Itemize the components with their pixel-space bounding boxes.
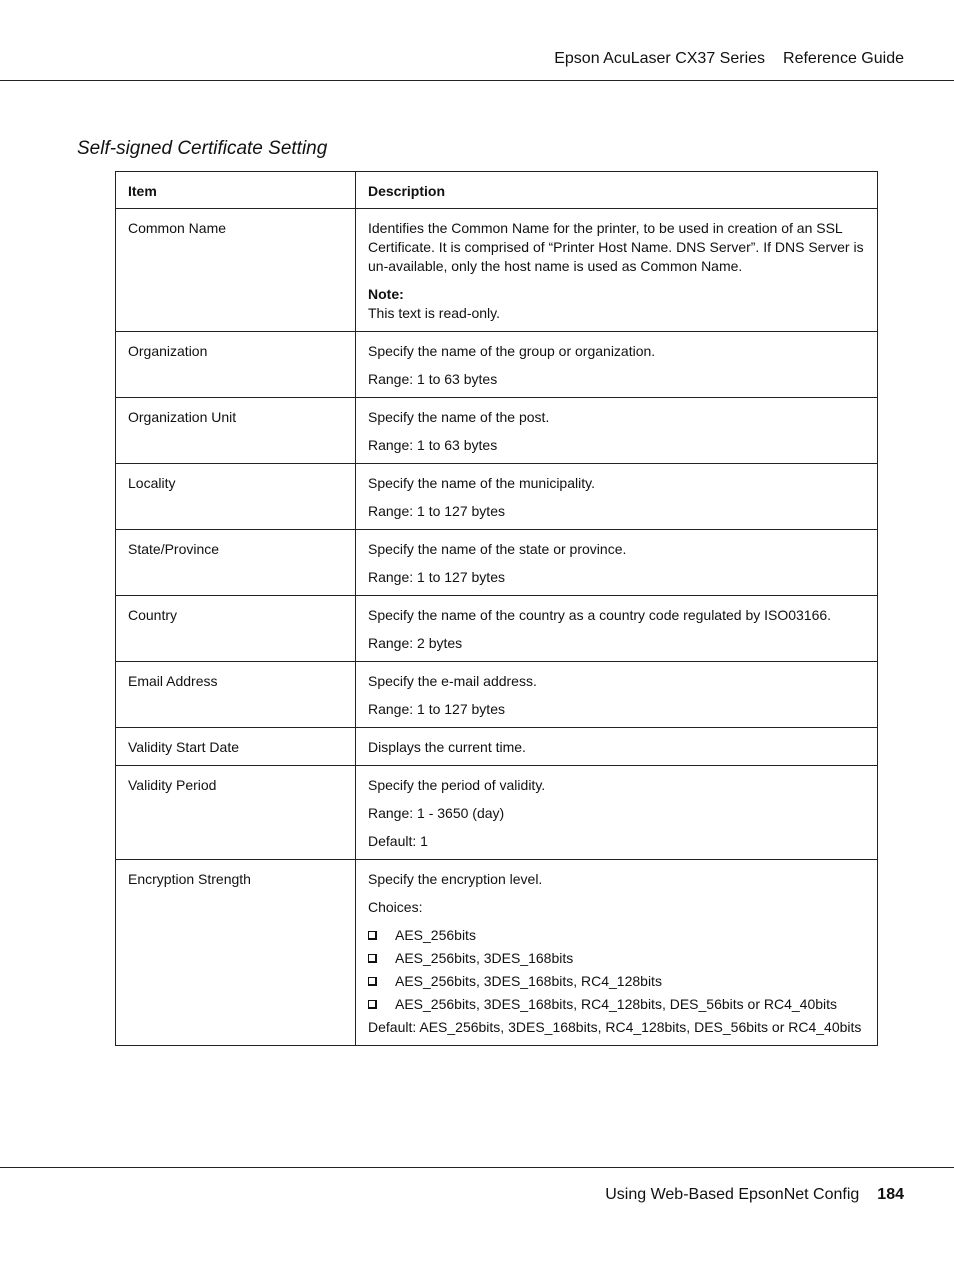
description-text: Identifies the Common Name for the printer, to be used in creation of an SSL Certificate. It is comprised of “Printer Host Name. DNS Server”. If DNS Server is un-available, only the host name is used as Common Name. — [368, 220, 864, 274]
choice-text: AES_256bits — [395, 927, 476, 943]
choice-item — [368, 995, 865, 1014]
column-header-item: Item — [116, 172, 356, 209]
default-text: Default: 1 — [368, 833, 428, 849]
description-cell — [356, 662, 878, 728]
table-row — [116, 766, 878, 860]
choice-text: AES_256bits, 3DES_168bits, RC4_128bits, DES_56bits or RC4_40bits — [395, 996, 838, 1012]
description-cell — [356, 860, 878, 1046]
description-text: Specify the encryption level. — [368, 871, 543, 887]
choice-text: AES_256bits, 3DES_168bits — [395, 950, 574, 966]
checkbox-bullet-icon — [368, 1000, 377, 1009]
note-label: Note: — [368, 286, 404, 302]
description-text: Specify the name of the country as a country code regulated by ISO03166. — [368, 607, 832, 623]
table-row — [116, 530, 878, 596]
range-text: Range: 1 to 127 bytes — [368, 569, 505, 585]
page-number: 184 — [877, 1186, 904, 1203]
description-text: Displays the current time. — [368, 739, 526, 755]
table-row — [116, 209, 878, 332]
choice-text: AES_256bits, 3DES_168bits, RC4_128bits — [395, 973, 662, 989]
choice-item — [368, 949, 865, 968]
description-text: Specify the name of the municipality. — [368, 475, 595, 491]
choice-item — [368, 972, 865, 991]
item-cell: Locality — [116, 464, 356, 530]
choices-list — [368, 926, 865, 1014]
range-text: Range: 1 to 63 bytes — [368, 437, 498, 453]
table-row — [116, 662, 878, 728]
page-footer — [605, 1186, 904, 1204]
range-text: Range: 1 to 127 bytes — [368, 701, 505, 717]
footer-chapter: Using Web-Based EpsonNet Config — [605, 1186, 860, 1203]
page-header — [554, 50, 904, 68]
description-text: Specify the e-mail address. — [368, 673, 537, 689]
table-row — [116, 398, 878, 464]
column-header-description: Description — [356, 172, 878, 209]
header-product: Epson AcuLaser CX37 Series — [554, 50, 766, 67]
item-cell: Common Name — [116, 209, 356, 332]
settings-table — [115, 171, 878, 1046]
range-text: Range: 1 to 63 bytes — [368, 371, 498, 387]
description-text: Specify the name of the state or province. — [368, 541, 627, 557]
table-row — [116, 332, 878, 398]
item-cell: Organization Unit — [116, 398, 356, 464]
item-cell: State/Province — [116, 530, 356, 596]
description-cell — [356, 398, 878, 464]
checkbox-bullet-icon — [368, 954, 377, 963]
table-row — [116, 860, 878, 1046]
footer-divider — [0, 1167, 954, 1168]
item-cell: Encryption Strength — [116, 860, 356, 1046]
table-row — [116, 728, 878, 766]
description-text: Specify the period of validity. — [368, 777, 546, 793]
item-cell: Email Address — [116, 662, 356, 728]
description-text: Specify the name of the post. — [368, 409, 550, 425]
item-cell: Validity Period — [116, 766, 356, 860]
choices-label: Choices: — [368, 899, 423, 915]
note-text: This text is read-only. — [368, 305, 501, 321]
range-text: Range: 1 to 127 bytes — [368, 503, 505, 519]
checkbox-bullet-icon — [368, 977, 377, 986]
description-cell — [356, 530, 878, 596]
default-text: Default: AES_256bits, 3DES_168bits, RC4_128bits, DES_56bits or RC4_40bits — [368, 1019, 862, 1035]
choice-item — [368, 926, 865, 945]
note — [368, 285, 865, 323]
range-text: Range: 2 bytes — [368, 635, 463, 651]
header-guide: Reference Guide — [783, 50, 904, 67]
description-cell — [356, 766, 878, 860]
checkbox-bullet-icon — [368, 931, 377, 940]
item-cell: Country — [116, 596, 356, 662]
table-header-row — [116, 172, 878, 209]
description-cell — [356, 464, 878, 530]
table-row — [116, 596, 878, 662]
description-cell — [356, 728, 878, 766]
section-title: Self-signed Certificate Setting — [77, 138, 328, 159]
item-cell: Validity Start Date — [116, 728, 356, 766]
table-row — [116, 464, 878, 530]
description-cell — [356, 209, 878, 332]
description-text: Specify the name of the group or organization. — [368, 343, 656, 359]
range-text: Range: 1 - 3650 (day) — [368, 805, 505, 821]
description-cell — [356, 596, 878, 662]
description-cell — [356, 332, 878, 398]
item-cell: Organization — [116, 332, 356, 398]
header-divider — [0, 80, 954, 81]
